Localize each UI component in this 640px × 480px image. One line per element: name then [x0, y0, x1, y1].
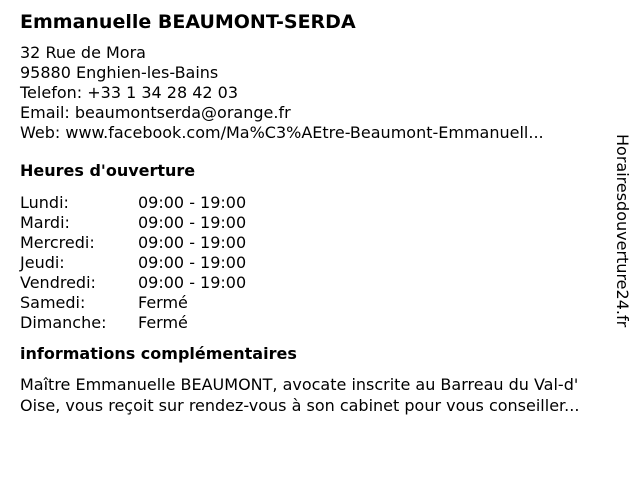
hours-row: [20, 253, 246, 273]
day-hours: 09:00 - 19:00: [138, 233, 247, 252]
hours-title: Heures d'ouverture: [20, 161, 196, 180]
hours-row: [20, 313, 246, 333]
day-label: Mercredi:: [20, 233, 95, 252]
day-hours: 09:00 - 19:00: [138, 273, 247, 292]
hours-row: [20, 273, 246, 293]
phone-line: Telefon: +33 1 34 28 42 03: [20, 83, 239, 102]
address-city: 95880 Enghien-les-Bains: [20, 63, 219, 82]
info-line: Oise, vous reçoit sur rendez-vous à son cabinet pour vous conseiller...: [20, 396, 580, 415]
hours-row: [20, 233, 246, 253]
day-hours: Fermé: [138, 293, 188, 312]
day-hours: 09:00 - 19:00: [138, 213, 247, 232]
email-line: Email: beaumontserda@orange.fr: [20, 103, 291, 122]
day-hours: 09:00 - 19:00: [138, 253, 247, 272]
day-label: Dimanche:: [20, 313, 107, 332]
day-label: Mardi:: [20, 213, 70, 232]
hours-row: [20, 213, 246, 233]
address-street: 32 Rue de Mora: [20, 43, 146, 62]
opening-hours-table: [20, 193, 246, 333]
info-title: informations complémentaires: [20, 344, 297, 363]
day-label: Jeudi:: [20, 253, 65, 272]
business-card: [20, 10, 620, 416]
day-label: Vendredi:: [20, 273, 96, 292]
business-name: Emmanuelle BEAUMONT-SERDA: [20, 11, 356, 33]
day-hours: Fermé: [138, 313, 188, 332]
site-watermark: Horairesdouverture24.fr: [613, 134, 632, 328]
day-hours: 09:00 - 19:00: [138, 193, 247, 212]
hours-row: [20, 193, 246, 213]
info-description: [20, 374, 635, 416]
web-line: Web: www.facebook.com/Ma%C3%AEtre-Beaumont-Emmanuell...: [20, 123, 544, 142]
contact-block: [20, 43, 620, 143]
hours-row: [20, 293, 246, 313]
day-label: Lundi:: [20, 193, 69, 212]
day-label: Samedi:: [20, 293, 86, 312]
info-line: Maître Emmanuelle BEAUMONT, avocate inscrite au Barreau du Val-d': [20, 375, 579, 394]
